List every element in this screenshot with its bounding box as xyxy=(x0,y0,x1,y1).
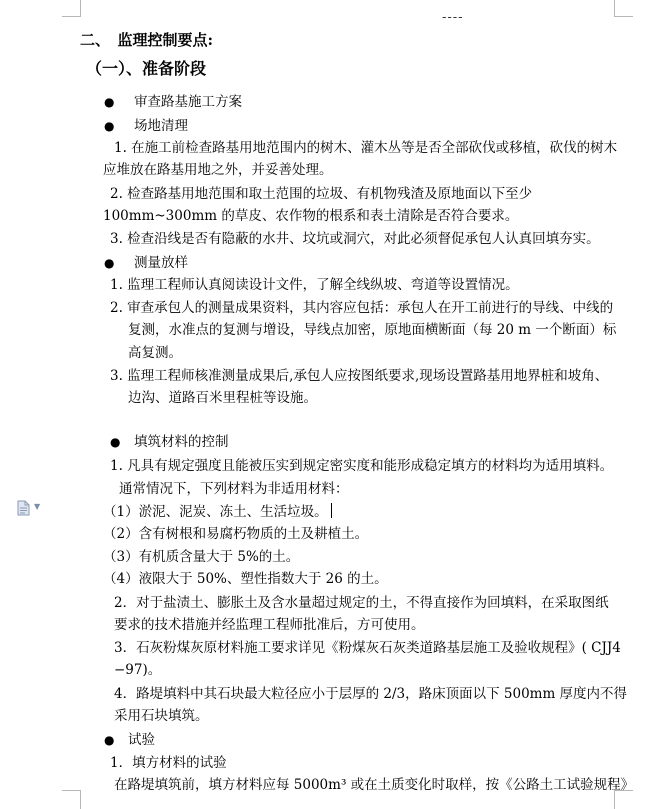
list-item: （3）有机质含量大于 5%的土。 xyxy=(103,549,300,565)
paragraph-line: 应堆放在路基用地之外，并妥善处理。 xyxy=(103,162,333,178)
paragraph-line: 复测，水准点的复测与增设，导线点加密，原地面横断面（每 20 m 一个断面）标 xyxy=(128,322,617,338)
text-cursor xyxy=(331,503,332,518)
paragraph-line: 2．对于盐渍土、膨胀土及含水量超过规定的土，不得直接作为回填料，在采取图纸 xyxy=(114,595,609,611)
paragraph-line: 通常情况下，下列材料为非适用材料： xyxy=(119,481,349,497)
list-item: （4）液限大于 50%、塑性指数大于 26 的土。 xyxy=(103,571,388,587)
bullet-dot: ● xyxy=(104,733,115,747)
paragraph-line: 1. 在施工前检查路基用地范围内的树木、灌木丛等是否全部砍伐或移植，砍伐的树木 xyxy=(114,140,618,156)
page-corner-mark xyxy=(614,0,633,17)
list-item-text: （1）淤泥、泥炭、冻土、生活垃圾。 xyxy=(103,504,328,520)
bullet-dot: ● xyxy=(104,95,115,109)
paragraph-line: 2. 审查承包人的测量成果资料，其内容应包括：承包人在开工前进行的导线、中线的 xyxy=(110,300,614,316)
bullet-item: 测量放样 xyxy=(134,255,188,271)
paragraph-line: 4．路堤填料中其石块最大粒径应小于层厚的 2/3，路床顶面以下 500mm 厚度内不得 xyxy=(114,686,628,702)
bullet-dot: ● xyxy=(104,119,115,133)
paragraph-line: 要求的技术措施并经监理工程师批准后，方可使用。 xyxy=(114,617,425,633)
bullet-item: 审查路基施工方案 xyxy=(134,94,242,110)
paragraph-line: 2. 检查路基用地范围和取土范围的垃圾、有机物残渣及原地面以下至少 xyxy=(110,186,533,202)
subsection-heading: （一）、准备阶段 xyxy=(86,59,207,78)
paragraph-line: 高复测。 xyxy=(128,345,182,361)
header-dashes: ---- xyxy=(442,10,464,25)
paragraph-line: 100mm~300mm 的草皮、农作物的根系和表土清除是否符合要求。 xyxy=(103,208,519,224)
paragraph-line: −97)。 xyxy=(114,662,162,678)
paragraph-line: 采用石块填筑。 xyxy=(114,708,209,724)
dropdown-caret-icon[interactable]: ▼ xyxy=(34,502,41,511)
bullet-dot: ● xyxy=(104,256,115,270)
bullet-dot: ● xyxy=(110,435,121,449)
paragraph-line: 1．填方材料的试验 xyxy=(110,755,227,771)
page-corner-mark xyxy=(62,790,81,809)
page-corner-mark xyxy=(62,0,81,17)
paragraph-line: 1. 凡具有规定强度且能被压实到规定密实度和能形成稳定填方的材料均为适用填料。 xyxy=(110,458,614,474)
bullet-item: 试验 xyxy=(128,732,155,748)
list-item: （2）含有树根和易腐朽物质的土及耕植土。 xyxy=(103,526,369,542)
section-heading: 二、 监理控制要点: xyxy=(80,31,214,49)
paragraph-line: 3．石灰粉煤灰原材料施工要求详见《粉煤灰石灰类道路基层施工及验收规程》( CJJ4 xyxy=(114,640,621,656)
paragraph-line: 1. 监理工程师认真阅读设计文件，了解全线纵坡、弯道等设置情况。 xyxy=(110,277,519,293)
list-item xyxy=(103,503,332,521)
paragraph-line: 3. 检查沿线是否有隐蔽的水井、坟坑或洞穴，对此必须督促承包人认真回填夯实。 xyxy=(110,231,600,247)
bullet-item: 场地清理 xyxy=(134,118,188,134)
paragraph-line: 边沟、道路百米里程桩等设施。 xyxy=(128,390,317,406)
bullet-item: 填筑材料的控制 xyxy=(134,434,229,450)
document-icon[interactable] xyxy=(17,500,30,516)
paragraph-line: 3. 监理工程师核准测量成果后,承包人应按图纸要求,现场设置路基用地界桩和坡角、 xyxy=(110,368,609,384)
paragraph-line: 在路堤填筑前，填方材料应每 5000m³ 或在土质变化时取样，按《公路土工试验规程》 xyxy=(114,777,635,793)
